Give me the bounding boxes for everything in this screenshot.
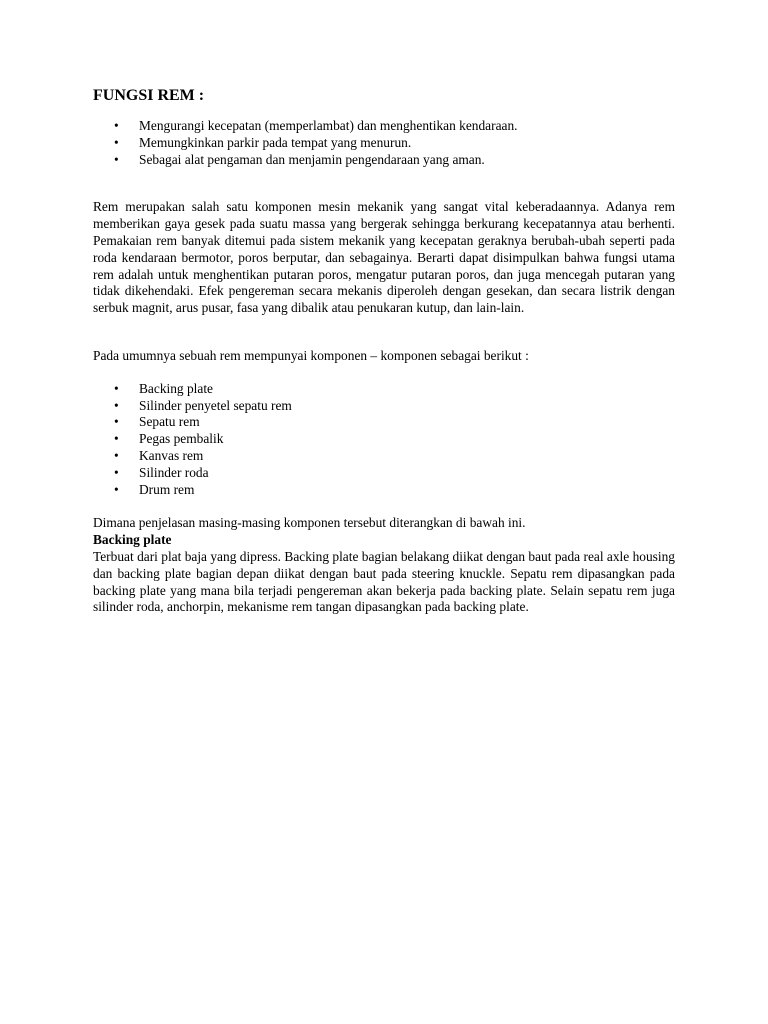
- list-item: • Pegas pembalik: [114, 431, 224, 447]
- list-item: • Kanvas rem: [114, 447, 204, 463]
- components-intro: Pada umumnya sebuah rem mempunyai komponen – komponen sebagai berikut :: [93, 347, 529, 363]
- intro-paragraph: Rem merupakan salah satu komponen mesin mekanik yang sangat vital keberadaannya. Adanya rem memberikan gaya gesek pada suatu massa yang bergerak sehingga berkurang kecepatannya atau berhenti. Pemakaian rem banyak ditemui pada sistem mekanik yang kecepatan geraknya berubah-ubah seperti pada roda kendaraan bermotor, poros berputar, dan sebagainya. Berarti dapat disimpulkan bahwa fungsi utama rem adalah untuk menghentikan putaran poros, mengatur putaran poros, dan juga mencegah putaran yang tidak dikehendaki. Efek pengereman secara mekanis diperoleh dengan gesekan, dan secara listrik dengan serbuk magnit, arus pusar, fasa yang dibalik atau penukaran kutup, dan lain-lain.: [93, 199, 675, 316]
- page-title: FUNGSI REM :: [93, 87, 205, 104]
- list-item: • Backing plate: [114, 380, 213, 396]
- document-page: [93, 86, 675, 616]
- bullet-icon: •: [114, 447, 119, 463]
- section-heading-backing-plate: Backing plate: [93, 532, 172, 548]
- list-item: • Memungkinkan parkir pada tempat yang menurun.: [114, 134, 412, 150]
- list-item: • Sepatu rem: [114, 414, 200, 430]
- list-item: • Drum rem: [114, 481, 195, 497]
- list-item: • Silinder roda: [114, 464, 209, 480]
- bullet-icon: •: [114, 397, 119, 413]
- list-item: • Mengurangi kecepatan (memperlambat) dan menghentikan kendaraan.: [114, 118, 518, 133]
- backing-plate-paragraph: Terbuat dari plat baja yang dipress. Backing plate bagian belakang diikat dengan baut pada real axle housing dan backing plate bagian depan diikat dengan baut pada steering knuckle. Sepatu rem dipasangkan pada backing plate yang mana bila terjadi pengereman akan bekerja pada backing plate. Selain sepatu rem juga silinder roda, anchorpin, mekanisme rem tangan dipasangkan pada backing plate.: [93, 548, 675, 615]
- list-item: • Silinder penyetel sepatu rem: [114, 397, 292, 413]
- bullet-icon: •: [114, 134, 119, 150]
- bullet-icon: •: [114, 481, 119, 497]
- bullet-icon: •: [114, 431, 119, 447]
- bullet-icon: •: [114, 414, 119, 430]
- explanation-intro: Dimana penjelasan masing-masing komponen tersebut diterangkan di bawah ini.: [93, 515, 526, 531]
- components-list: [93, 381, 675, 499]
- bullet-icon: •: [114, 118, 119, 133]
- bullet-icon: •: [114, 380, 119, 396]
- bullet-icon: •: [114, 464, 119, 480]
- functions-list: [93, 118, 675, 168]
- list-item: • Sebagai alat pengaman dan menjamin pengendaraan yang aman.: [114, 151, 485, 167]
- bullet-icon: •: [114, 151, 119, 167]
